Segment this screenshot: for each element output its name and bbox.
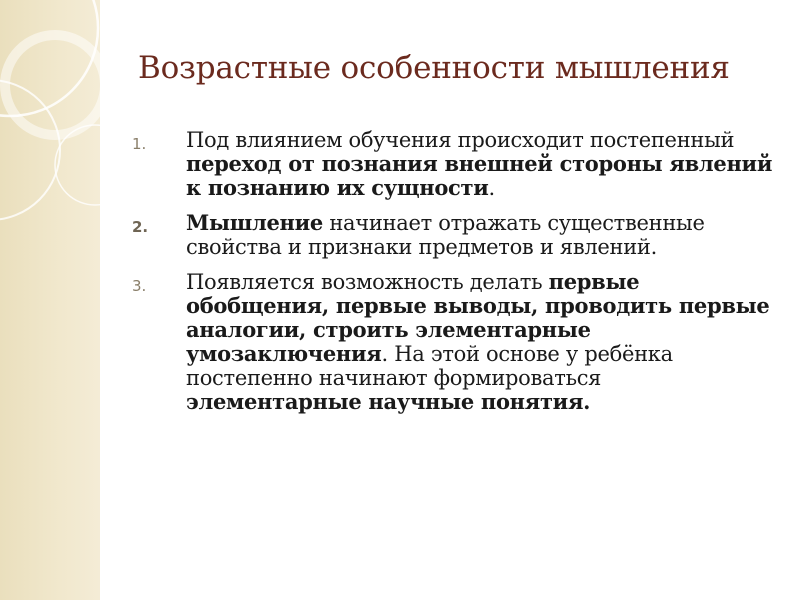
list-item-text — [186, 270, 780, 414]
list-item-text — [186, 211, 780, 259]
text-run: Под влиянием обучения происходит постепенный — [186, 128, 735, 152]
text-run: . На этой основе у ребёнка постепенно начинают формироваться — [186, 342, 673, 390]
list-item — [120, 211, 780, 259]
list-item — [120, 270, 780, 414]
decorative-circles — [0, 0, 140, 600]
text-run-bold: первые обобщения, первые выводы, проводить первые аналогии, строить элементарные умозаключения — [186, 269, 770, 366]
text-run-bold: переход от познания внешней стороны явлений к познанию их сущности — [186, 151, 773, 200]
text-run-bold: Мышление — [186, 210, 323, 235]
list-item-text — [186, 128, 780, 200]
text-run: . — [488, 176, 495, 200]
decorative-circle-ring — [5, 35, 105, 135]
slide-title: Возрастные особенности мышления — [138, 50, 730, 86]
list-marker: 2. — [132, 218, 149, 236]
text-run-bold: элементарные научные понятия. — [186, 389, 591, 414]
numbered-list — [120, 128, 780, 425]
list-marker: 1. — [132, 135, 147, 153]
text-run: Появляется возможность делать — [186, 270, 549, 294]
text-run: начинает отражать существенные свойства и признаки предметов и явлений. — [186, 211, 705, 259]
list-marker: 3. — [132, 277, 147, 295]
list-item — [120, 128, 780, 200]
